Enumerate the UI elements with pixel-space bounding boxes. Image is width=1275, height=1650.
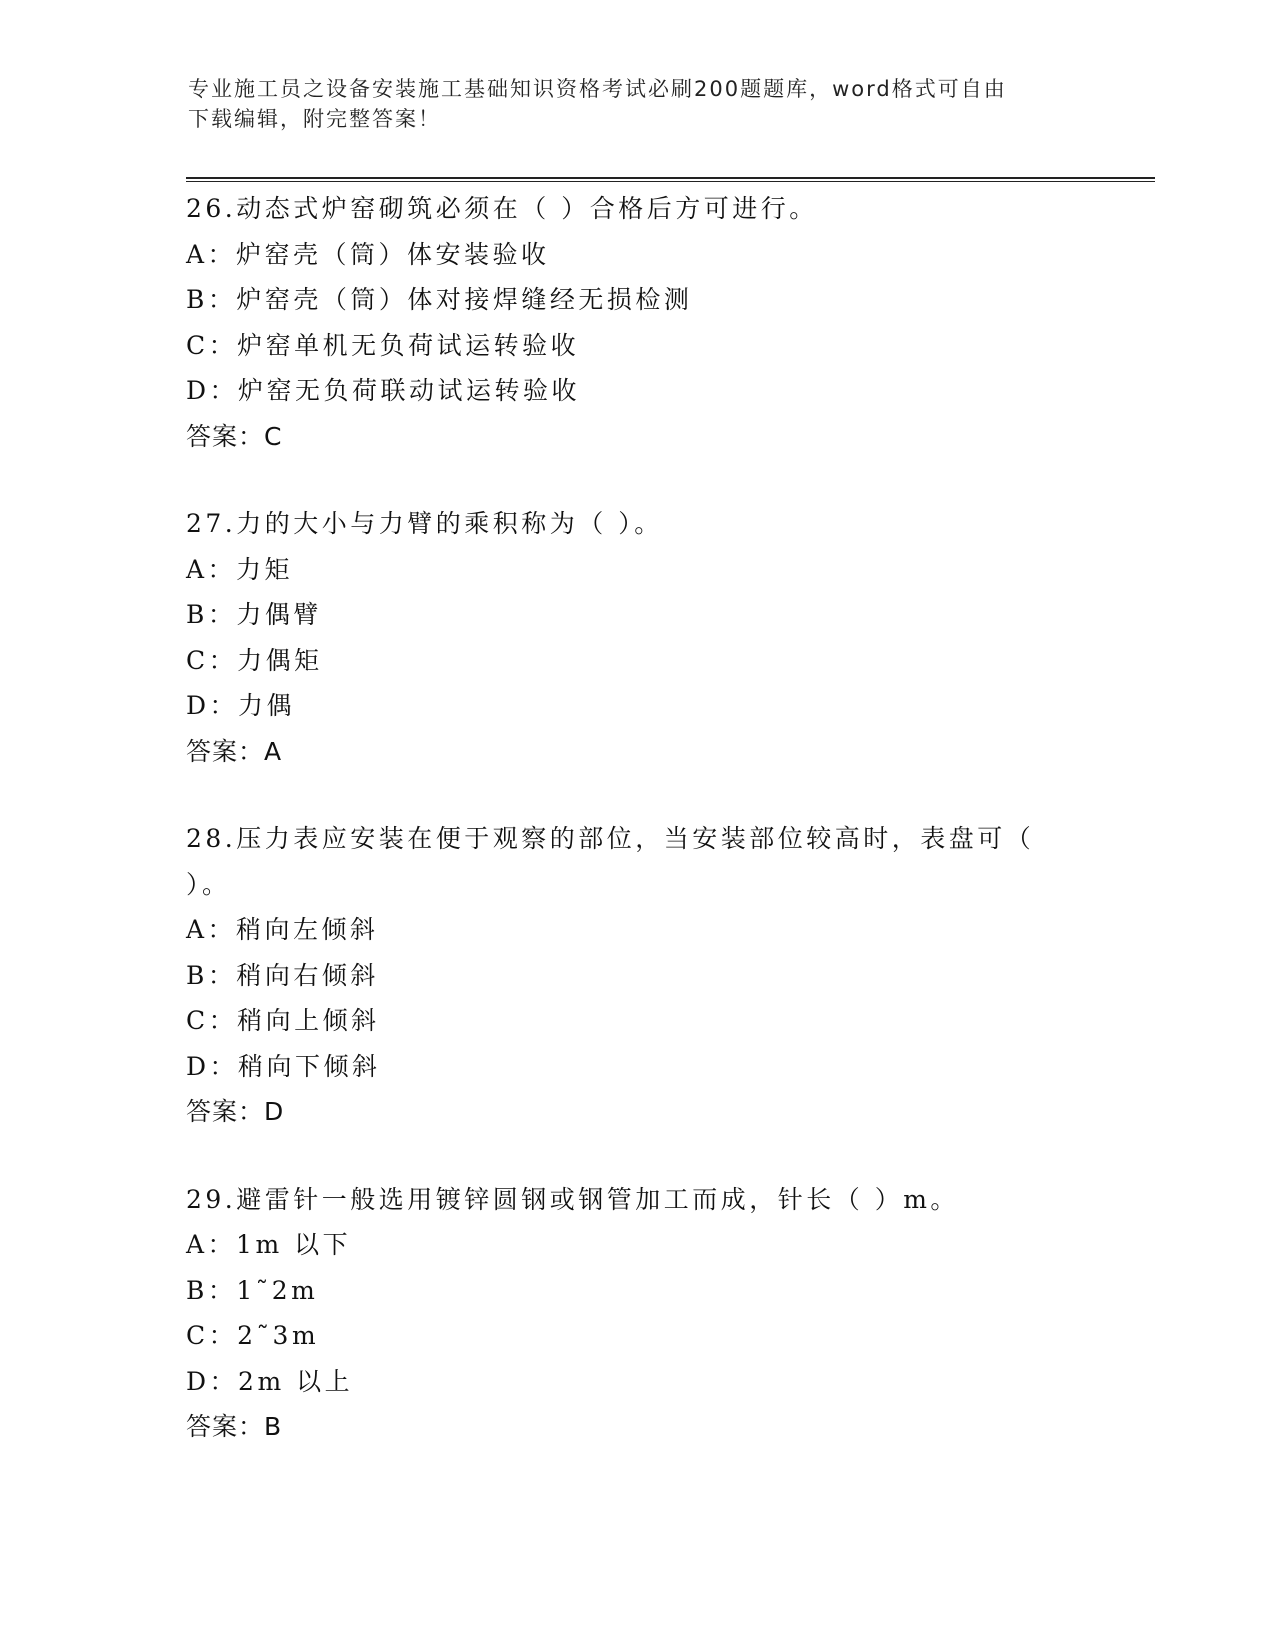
option-a: A：炉窑壳（筒）体安装验收 [186,239,550,269]
question-stem: 29.避雷针一般选用镀锌圆钢或钢管加工而成，针长（ ）m。 [186,1184,959,1214]
option-b: B：1˜2m [186,1275,319,1305]
question-stem: 26.动态式炉窑砌筑必须在（ ）合格后方可进行。 [186,194,818,223]
option-d: D：炉窑无负荷联动试运转验收 [186,376,581,405]
option-a: A：稍向左倾斜 [186,915,379,944]
answer: 答案：D [186,1097,285,1126]
option-c: C：力偶矩 [186,645,323,675]
question-29 [186,1177,1086,1450]
header-line-2: 下载编辑，附完整答案！ [188,107,441,131]
option-d: D：2m 以上 [186,1366,354,1396]
question-stem-line-1: 28.压力表应安装在便于观察的部位，当安装部位较高时，表盘可（ [186,824,1035,853]
option-a: A：1m 以下 [186,1230,352,1259]
answer: 答案：B [186,1412,283,1441]
option-c: C：2˜3m [186,1321,320,1350]
answer: 答案：A [186,736,283,766]
option-d: D：稍向下倾斜 [186,1051,381,1081]
header-divider-thick [186,177,1155,179]
option-b: B：力偶臂 [186,600,322,629]
answer: 答案：C [186,421,283,451]
header-divider-thin [186,181,1155,182]
header-line-1: 专业施工员之设备安装施工基础知识资格考试必刷200题题库，word格式可自由 [188,77,1007,101]
question-stem-line-2: ）。 [186,869,231,899]
option-b: B：稍向右倾斜 [186,960,379,990]
option-b: B：炉窑壳（筒）体对接焊缝经无损检测 [186,285,693,314]
question-26 [186,186,1086,459]
question-stem: 27.力的大小与力臂的乘积称为（ ）。 [186,509,663,538]
option-c: C：稍向上倾斜 [186,1006,380,1035]
question-27 [186,501,1086,774]
question-28 [186,816,1086,1135]
option-c: C：炉窑单机无负荷试运转验收 [186,330,580,360]
option-a: A：力矩 [186,554,294,584]
document-header [188,74,1068,134]
question-list [186,186,1086,1492]
option-d: D：力偶 [186,691,296,720]
